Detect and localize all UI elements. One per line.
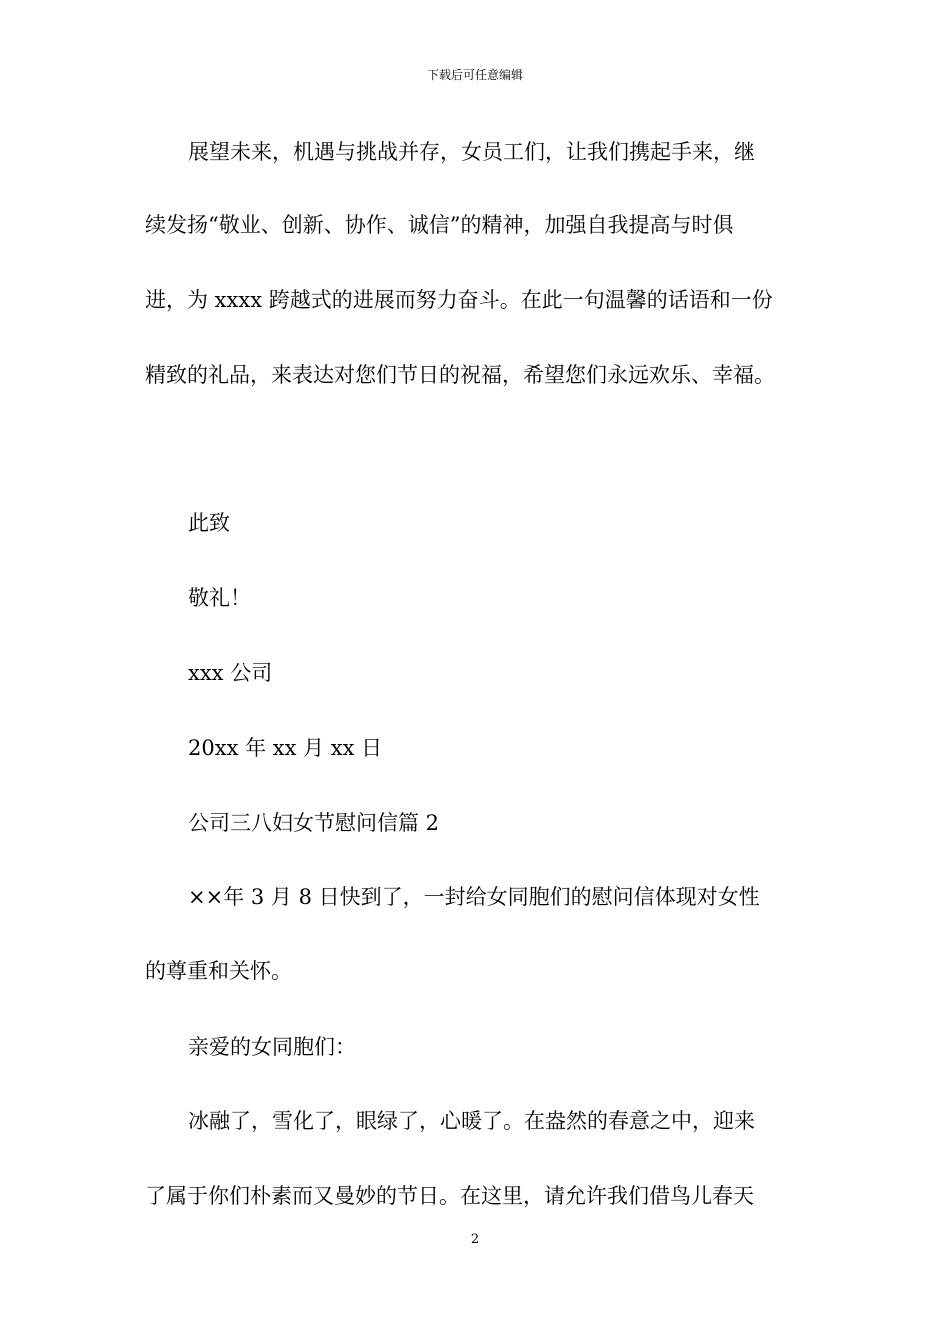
company-name: xxx 公司: [188, 661, 273, 685]
section-title: 公司三八妇女节慰问信篇 2: [188, 811, 440, 835]
paragraph-1-line-1: 展望未来，机遇与挑战并存，女员工们，让我们携起手来，继: [188, 140, 755, 164]
paragraph-3-line-2: 了属于你们朴素而又曼妙的节日。在这里，请允许我们借鸟儿春天: [145, 1184, 754, 1208]
paragraph-1-line-3: 进，为 xxxx 跨越式的进展而努力奋斗。在此一句温馨的话语和一份: [145, 288, 773, 312]
paragraph-2-line-1: ××年 3 月 8 日快到了，一封给女同胞们的慰问信体现对女性: [188, 885, 760, 909]
closing-text: 此致: [188, 511, 230, 535]
paragraph-1-line-4: 精致的礼品，来表达对您们节日的祝福，希望您们永远欢乐、幸福。: [145, 363, 775, 387]
salute-text: 敬礼！: [188, 586, 251, 610]
page-number: 2: [470, 1232, 480, 1247]
letter-date: 20xx 年 xx 月 xx 日: [188, 736, 383, 760]
greeting-text: 亲爱的女同胞们：: [188, 1035, 356, 1059]
paragraph-3-line-1: 冰融了，雪化了，眼绿了，心暖了。在盎然的春意之中，迎来: [188, 1109, 755, 1133]
page-header-note: 下载后可任意编辑: [426, 68, 523, 82]
paragraph-2-line-2: 的尊重和关怀。: [145, 959, 292, 983]
paragraph-1-line-2: 续发扬“敬业、创新、协作、诚信”的精神，加强自我提高与时俱: [145, 213, 734, 237]
